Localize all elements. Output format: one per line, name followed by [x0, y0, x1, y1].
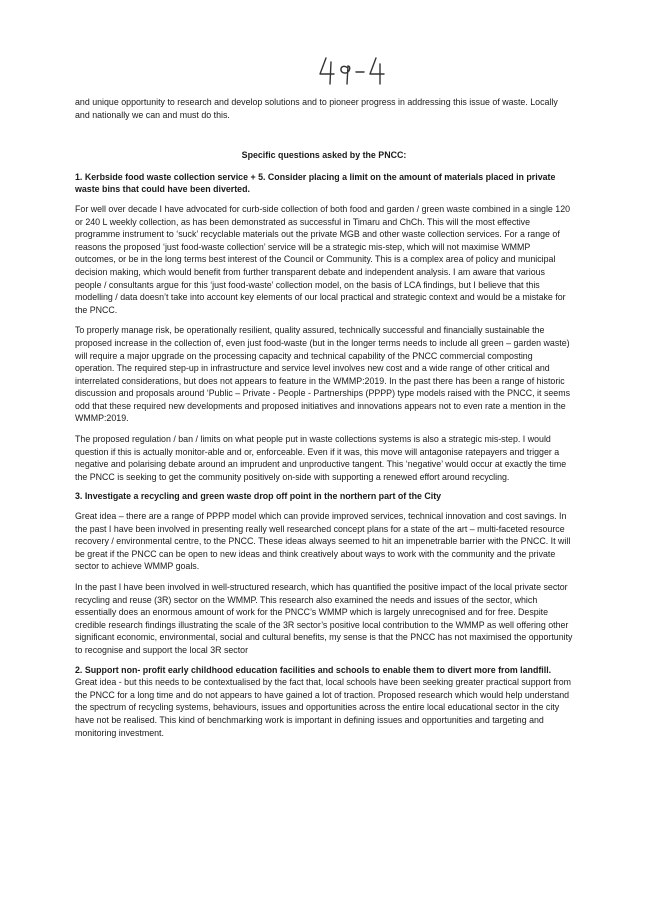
document-body: [75, 96, 573, 739]
handwritten-page-number-text: [398, 54, 399, 55]
handwritten-page-number: [318, 54, 398, 88]
intro-paragraph: and unique opportunity to research and develop solutions and to pioneer progress in addressing this issue of waste. Locally and nationally we can and must do this.: [75, 97, 558, 120]
q2-body: Great idea - but this needs to be contextualised by the fact that, local schools have been seeking greater practical support from the PNCC for a long time and do not appears to have gained a lot of traction. Proposed research which would help understand the spectrum of recycling systems, behaviours, issues and opportunities across the entire local educational sector in the city have not be realised. This kind of benchmarking work is important in defining issues and opportunities and targeting and monitoring investment.: [75, 677, 572, 738]
q1-heading: 1. Kerbside food waste collection service + 5. Consider placing a limit on the amount of materials placed in private waste bins that could have been diverted.: [75, 171, 556, 195]
q3-paragraph-2: In the past I have been involved in well-structured research, which has quantified the positive impact of the local private sector recycling and reuse (3R) sector on the WMMP. This research also examined the needs and issues of the sector, which essentially does an enormous amount of work for the PNCC’s WMMP which is largely unrecognised and for free. Despite credible research findings illustrating the scale of the 3R sector’s positive local contribution to the WMMP as well offering other significant economic, environmental, social and cultural benefits, my sense is that the PNCC has not maximised the opportunity to recognise and support the local 3R sector: [75, 582, 573, 655]
section-title: Specific questions asked by the PNCC:: [241, 150, 407, 161]
q1-paragraph-2: To properly manage risk, be operationally resilient, quality assured, technically successful and financially sustainable the proposed increase in the collection of, even just food-waste (but in the longer terms needs to include all green – garden waste) will require a major upgrade on the processing capacity and technical capability of the PNCC commercial composting operation. The required step-up in infrastructure and service level involves new cost and a wide range of other critical and interrelated considerations, but does not appears to feature in the WMMP:2019. In the past there has been a range of historic discussion and proposals around ‘Public – Private - People - Partnerships (PPPP) type models raised with the PNCC, it seems odd that these required new developments and proposed initiatives and innovations appears not to even rate a mention in the WMMP:2019.: [75, 325, 570, 424]
q2-heading: 2. Support non- profit early childhood education facilities and schools to enable them to divert more from landfill.: [75, 664, 552, 675]
q3-heading: 3. Investigate a recycling and green waste drop off point in the northern part of the City: [75, 491, 442, 502]
q1-paragraph-1: For well over decade I have advocated for curb-side collection of both food and garden / green waste combined in a single 120 or 240 L weekly collection, as has been demonstrated as successful in Timaru and ChCh. This will the most effective programme instrument to ‘suck’ recyclable materials out the private MGB and other waste collection services. For a range of reasons the proposed ‘just food-waste collection’ service will be a strategic mis-step, which will not maximise WMMP outcomes, or be in the long terms best interest of the Council or Community. This is a complex area of policy and municipal decision making, which would benefit from further transparent debate and independent analysis. I am aware that various people / consultants argue for this ‘just food-waste’ collection model, on the basis of LCA findings, but I believe that this modelling / data doesn’t take into account key elements of our local practical and strategic context and would be a mistake for the PNCC.: [75, 203, 571, 315]
q3-paragraph-1: Great idea – there are a range of PPPP model which can provide improved services, technical innovation and cost savings. In the past I have been involved in presenting really well researched concept plans for a state of the art – multi-faceted resource recovery / environmental centre, to the PNCC. These ideas always seemed to hit an impenetrable barrier with the PNCC. It will be great if the PNCC can be open to new ideas and think creatively about ways to work with the community and the private sector to achieve WMMP goals.: [75, 511, 571, 572]
handwritten-page-number-drawing: [318, 54, 398, 88]
q1-paragraph-3: The proposed regulation / ban / limits on what people put in waste collections systems is also a strategic mis-step. I would question if this is actually monitor-able and or, enforceable. Even if it was, this move will antagonise ratepayers and trigger a negative and polarising debate around an imprudent and unproductive tangent. This ‘negative’ would occur at exactly the time the PNCC is seeking to get the community positively on-side with supporting a renewed effort around recycling.: [75, 434, 567, 482]
